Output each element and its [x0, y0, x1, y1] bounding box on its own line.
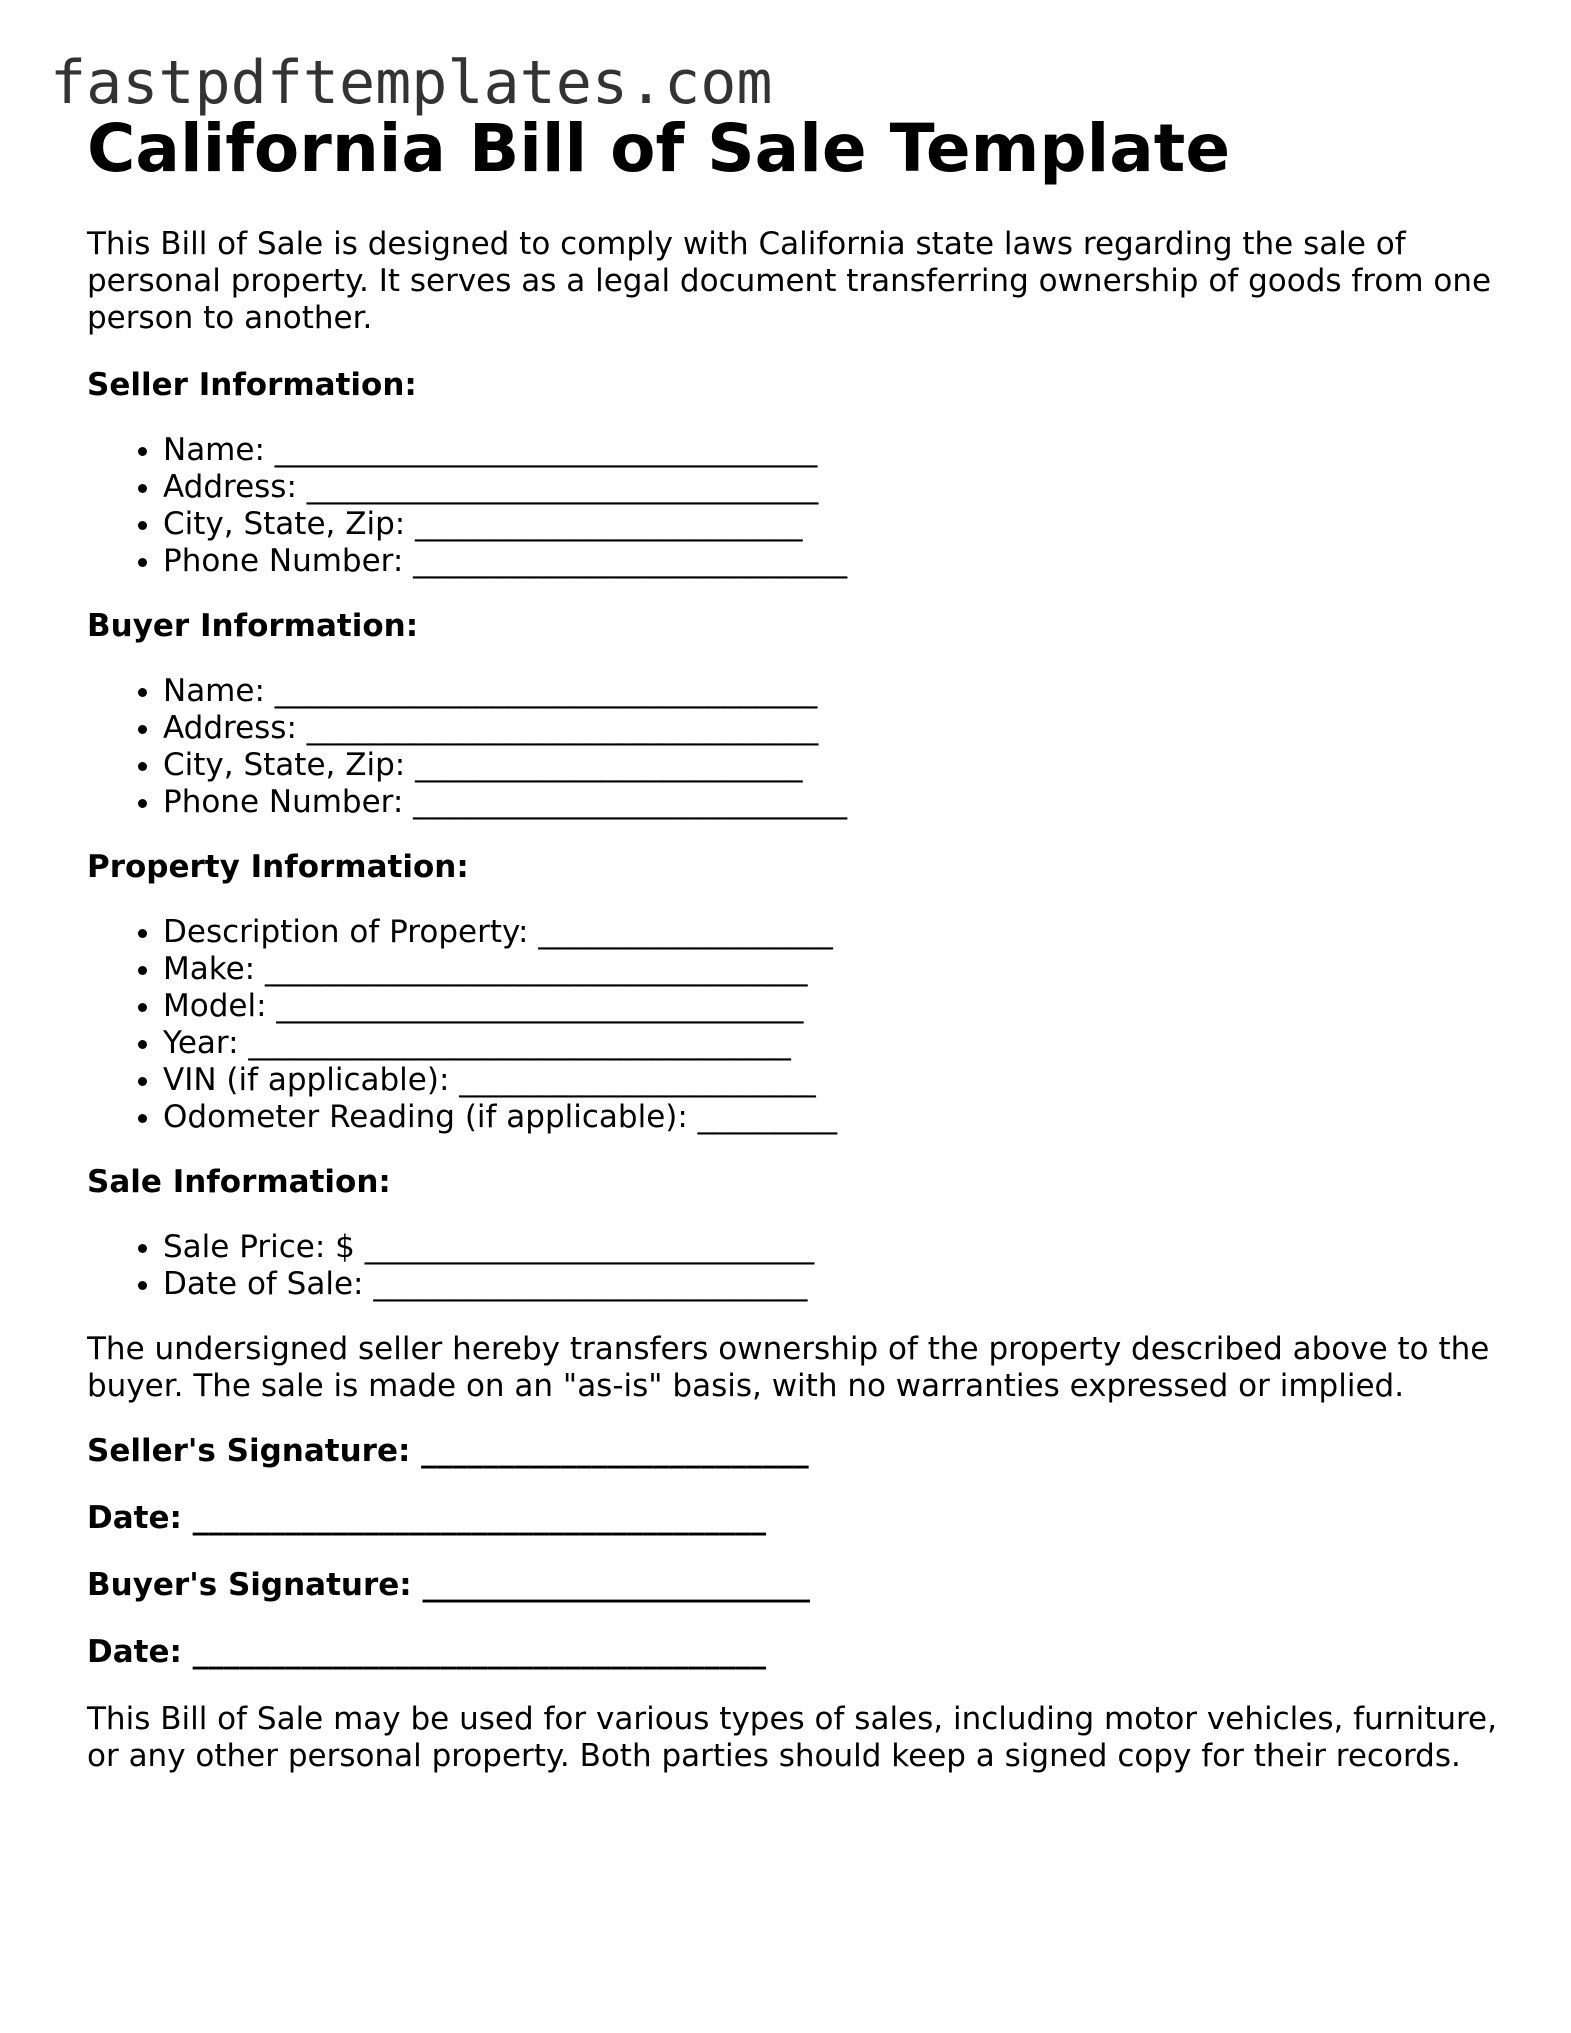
- seller-address-field[interactable]: • Address: _________________________________: [163, 469, 1497, 506]
- sale-field-list: [87, 1229, 1497, 1303]
- seller-city-state-zip-field[interactable]: • City, State, Zip: _________________________: [163, 506, 1497, 543]
- property-model-field[interactable]: • Model: __________________________________: [163, 988, 1497, 1025]
- buyer-section-heading: Buyer Information:: [87, 608, 419, 644]
- buyer-date-line[interactable]: Date: _____________________________________: [87, 1634, 767, 1670]
- property-make-field[interactable]: • Make: ___________________________________: [163, 951, 1497, 988]
- watermark-text: fastpdftemplates.com: [50, 48, 773, 118]
- property-vin-field[interactable]: • VIN (if applicable): _______________________: [163, 1062, 1497, 1099]
- sale-price-field[interactable]: • Sale Price: $ _____________________________: [163, 1229, 1497, 1266]
- transfer-statement: The undersigned seller hereby transfers ownership of the property described above to the buyer. The sale is made on an "as-is" basis, with no warranties expressed or implied.: [87, 1331, 1490, 1404]
- property-description-field[interactable]: • Description of Property: ___________________: [163, 914, 1497, 951]
- seller-section-heading: Seller Information:: [87, 367, 417, 403]
- sale-section-heading: Sale Information:: [87, 1164, 391, 1200]
- buyer-field-list: [87, 673, 1497, 821]
- document-body: [87, 112, 1497, 1775]
- property-odometer-field[interactable]: • Odometer Reading (if applicable): _________: [163, 1099, 1497, 1136]
- buyer-city-state-zip-field[interactable]: • City, State, Zip: _________________________: [163, 747, 1497, 784]
- property-section-heading: Property Information:: [87, 849, 469, 885]
- buyer-address-field[interactable]: • Address: _________________________________: [163, 710, 1497, 747]
- sale-date-field[interactable]: • Date of Sale: ____________________________: [163, 1266, 1497, 1303]
- intro-paragraph: This Bill of Sale is designed to comply with California state laws regarding the sale of personal property. It serves as a legal document transferring ownership of goods from one person to another.: [87, 226, 1492, 336]
- buyer-phone-field[interactable]: • Phone Number: ____________________________: [163, 784, 1497, 821]
- buyer-signature-line[interactable]: Buyer's Signature: _________________________: [87, 1567, 810, 1603]
- seller-signature-line[interactable]: Seller's Signature: _________________________: [87, 1433, 809, 1469]
- buyer-name-field[interactable]: • Name: ___________________________________: [163, 673, 1497, 710]
- property-year-field[interactable]: • Year: ___________________________________: [163, 1025, 1497, 1062]
- page-title: California Bill of Sale Template: [87, 110, 1231, 187]
- property-field-list: [87, 914, 1497, 1136]
- seller-date-line[interactable]: Date: _____________________________________: [87, 1500, 767, 1536]
- footer-note: This Bill of Sale may be used for various types of sales, including motor vehicles, furniture, or any other personal property. Both parties should keep a signed copy for their records.: [87, 1701, 1497, 1774]
- seller-name-field[interactable]: • Name: ___________________________________: [163, 432, 1497, 469]
- seller-phone-field[interactable]: • Phone Number: ____________________________: [163, 543, 1497, 580]
- seller-field-list: [87, 432, 1497, 580]
